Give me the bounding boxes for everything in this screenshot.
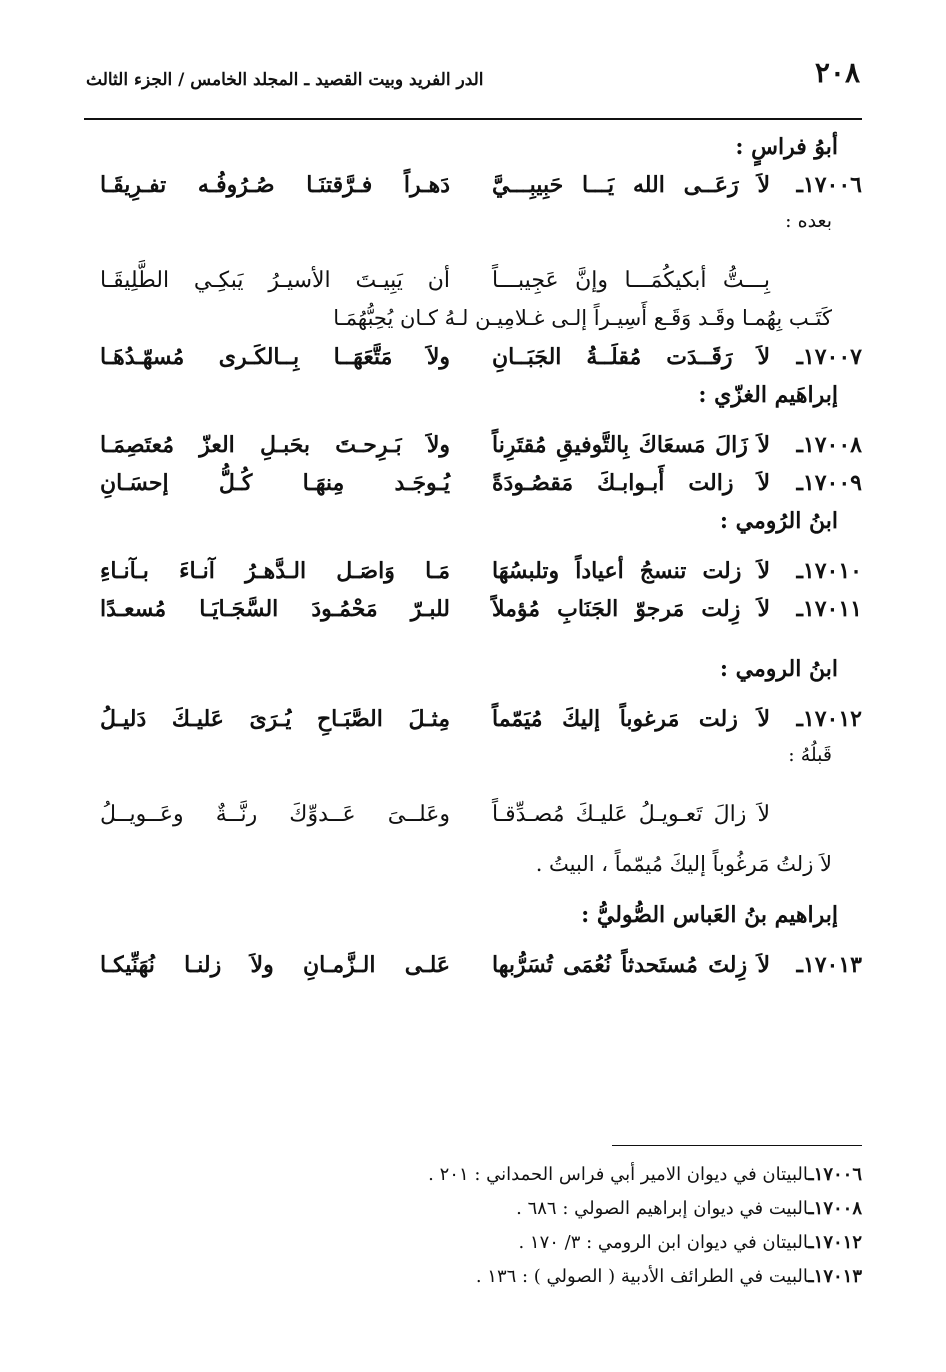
footnote-number: ١٧٠١٣ـ [808, 1266, 862, 1287]
context-label: بعده : [785, 210, 832, 232]
verse-first-hemistich: لاَ زلت مَرغوباً إليكَ مُيَمّماً [492, 706, 770, 732]
footnote [122, 1232, 862, 1266]
poetry-content [100, 134, 862, 990]
verse-number: ١٧٠١٢ـ [796, 706, 862, 732]
verse-first-hemistich: لاَ زِلت مَرجوّ الجَنَابِ مُؤملاً [492, 596, 770, 622]
verse-second-hemistich: مِثـلَ الصَّبَـاحِ يُـرَىَ عَليـكَ دَليـلُ [100, 706, 450, 732]
verse-second-hemistich: وعَلــىَ عَــدوِّكَ رنَّــةٌ وعَــويــلُ [100, 802, 450, 827]
verse-17012 [100, 706, 862, 744]
footnote-text: البيت في ديوان إبراهيم الصولي : ٦٨٦ . [516, 1198, 809, 1219]
prose-note: كَتَـب بِهُمـا وقَـد وَقَـع أَسِيـراً إلـى غـلامِيـن لـهُ كـان يُحِبُّهُمَـا [333, 306, 832, 330]
page-header [86, 56, 860, 96]
footnote [122, 1266, 862, 1300]
verse-first-hemistich: لاَ رَعَــى الله يَـــا حَبِيبِـــيَّ [492, 172, 770, 198]
verse-second-hemistich: عَلـى الـزَّمـانِ ولاَ زلنـا نُهَنِّيكـا [100, 952, 450, 978]
verse-second-hemistich: ولاَ بَـرِحـتَ بحَبـلِ العزّ مُعتَصِمَـا [100, 432, 450, 458]
poet-name: ابنُ الرُومي : [719, 508, 838, 534]
running-title: الدر الفريد وبيت القصيد ـ المجلد الخامس / الجزء الثالث [86, 70, 484, 90]
poet-name: أبوُ فراسٍ : [735, 134, 838, 160]
verse-17009 [100, 470, 862, 508]
verse-second-hemistich: يُـوجَـد مِنهَـا كُـلُّ إحسَـانِ [100, 470, 450, 496]
prose-note: لاَ زلتُ مَرغُوباً إليكَ مُيمّماً ، البيتُ . [535, 852, 832, 876]
verse-17013 [100, 952, 862, 990]
poet-name: إبراهَيم الغزّي : [698, 382, 838, 408]
verse-number: ١٧٠٠٦ـ [796, 172, 862, 198]
poet-name: ابنُ الرومي : [719, 656, 838, 682]
poet-name: إبراهيم بنُ العَباس الصُّوليُّ : [581, 902, 838, 928]
footnote-divider [612, 1145, 862, 1146]
page-number: ٢٠٨ [814, 56, 860, 89]
verse-17008 [100, 432, 862, 470]
verse-first-hemistich: لاَ زلت تنسجُ أعياداً وتلبسُهَا [492, 558, 770, 584]
verse-number: ١٧٠٠٩ـ [796, 470, 862, 496]
verse-second-hemistich: مَـا وَاصَـل الـدَّهـرُ آنـاءَ بـآنـاءِ [100, 558, 450, 584]
footnote-text: البيتان في ديوان الامير أبي فراس الحمداني : ٢٠١ . [428, 1164, 809, 1185]
verse-first-hemistich: لاَ زِلتَ مُستَحدثاً نُعُمَى تُسَرُّبها [492, 952, 770, 978]
verse-before [100, 802, 862, 840]
header-divider [84, 118, 862, 120]
footnote [122, 1198, 862, 1232]
verse-17007 [100, 344, 862, 382]
footnote-text: البيتان في ديوان ابن الرومي : ٣/ ١٧٠ . [518, 1232, 809, 1253]
footnote-number: ١٧٠٠٨ـ [808, 1198, 862, 1219]
verse-first-hemistich: لاَ زالت أَبـوابـكَ مَقصُـودَةً [492, 470, 770, 496]
verse-17010 [100, 558, 862, 596]
footnotes [122, 1164, 862, 1300]
footnote-number: ١٧٠١٢ـ [808, 1232, 862, 1253]
context-label: قَبلُهُ : [788, 744, 832, 766]
verse-first-hemistich: لاَ رَقَــدَت مُقلَــةُ الجَبَــانِ [492, 344, 770, 370]
footnote [122, 1164, 862, 1198]
verse-second-hemistich: دَهـراً فـرَّقتنَـا صُـرُوفُـه تفـرِيقَـا [100, 172, 450, 198]
verse-second-hemistich: للبـرّ مَحْمُـودَ السَّجَـايَـا مُسعـدًا [100, 596, 450, 622]
verse-second-hemistich: أن يَبِيـتَ الأسيـرُ يَبكِـي الطَّلِيقَـا [100, 268, 450, 293]
verse-number: ١٧٠١١ـ [796, 596, 862, 622]
verse-number: ١٧٠١٠ـ [796, 558, 862, 584]
verse-after [100, 268, 862, 306]
verse-17011 [100, 596, 862, 634]
verse-number: ١٧٠٠٨ـ [796, 432, 862, 458]
verse-number: ١٧٠١٣ـ [796, 952, 862, 978]
verse-first-hemistich: لاَ زالَ تَعـويـلُ عَليـكَ مُصـدِّقـاً [492, 802, 770, 827]
verse-first-hemistich: لاَ زَالَ مَسعَاكَ بِالتَّوفيقِ مُقتَرِناً [492, 432, 770, 458]
verse-second-hemistich: ولاَ مَتَّعَهَــا بِــالكَـرى مُسهّـدُهَـا [100, 344, 450, 370]
verse-first-hemistich: بِـــتُّ أبكيكُمَـــا وإنَّ عَجِيبـــاً [492, 268, 770, 293]
footnote-number: ١٧٠٠٦ـ [808, 1164, 862, 1185]
verse-number: ١٧٠٠٧ـ [796, 344, 862, 370]
footnote-text: البيت في الطرائف الأدبية ( الصولي ) : ١٣٦ . [475, 1266, 809, 1287]
verse-17006 [100, 172, 862, 210]
